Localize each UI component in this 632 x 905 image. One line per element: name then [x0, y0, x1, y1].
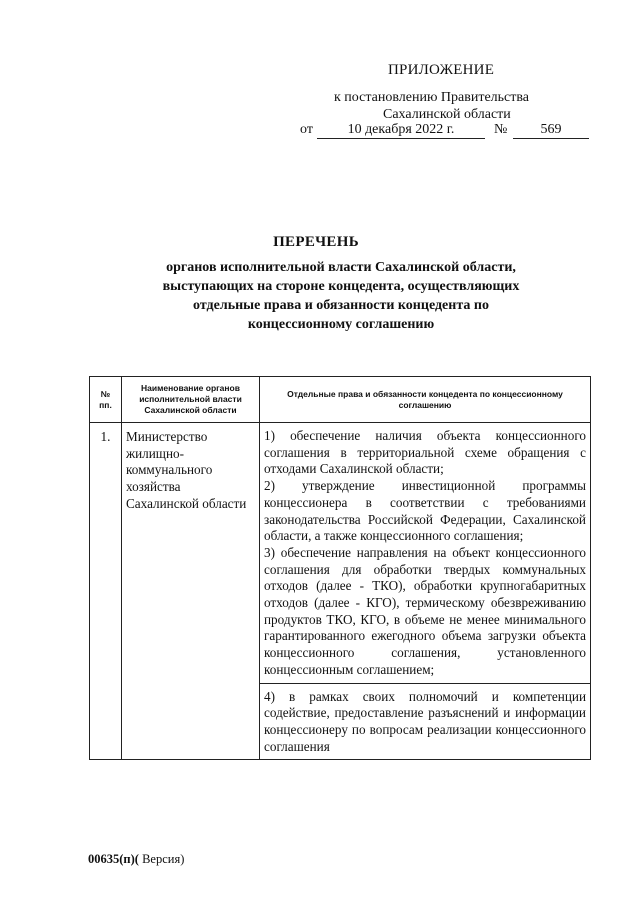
organization-name: Министерство жилищно-коммунального хозяйства Сахалинской области: [122, 423, 260, 760]
header-rights: Отдельные права и обязанности концедента по концессионному соглашению: [260, 377, 591, 423]
appendix-title: ПРИЛОЖЕНИЕ: [388, 62, 495, 78]
number-sign: №: [494, 122, 508, 137]
date-prefix: от: [300, 122, 313, 137]
table-row: [90, 423, 591, 760]
header-num: № пп.: [90, 377, 122, 423]
rights-cell: [260, 423, 591, 760]
rights-part-2: [260, 683, 590, 760]
document-code-number: 00635(п)(: [88, 852, 139, 866]
decree-number: 569: [513, 122, 589, 139]
rights-item-1: 1) обеспечение наличия объекта концессионного соглашения в территориальной схеме обращения с отходами Сахалинской области;: [264, 428, 586, 477]
decree-date-row: [300, 122, 600, 142]
row-number: 1.: [90, 423, 122, 760]
rights-item-4: 4) в рамках своих полномочий и компетенции содействие, предоставление разъяснений и информации концессионеру по вопросам реализации концессионного соглашения: [264, 688, 586, 754]
decree-reference: к постановлению Правительства: [334, 90, 530, 105]
rights-item-3: 3) обеспечение направления на объект концессионного соглашения для обработки твердых коммунальных отходов (далее - ТКО), обработки крупногабаритных отходов (далее - КГО), термическому обезвреживанию продуктов ТКО, КГО, в объеме не менее минимального гарантированного ежегодного объема загрузки объекта концессионного соглашения, установленного концессионным соглашением;: [264, 544, 586, 677]
rights-part-1: [260, 423, 590, 683]
document-subtitle: органов исполнительной власти Сахалинской области, выступающих на стороне концедента, осуществляющих отдельные права и обязанности концедента по концессионному соглашению: [162, 260, 520, 332]
decree-date: 10 декабря 2022 г.: [317, 122, 485, 139]
document-title: ПЕРЕЧЕНЬ: [273, 234, 359, 250]
table-header-row: [90, 377, 591, 423]
rights-item-2: 2) утверждение инвестиционной программы концессионера в соответствии с требованиями законодательства Российской Федерации, Сахалинской области, а также концессионного соглашения;: [264, 478, 586, 544]
region-name: Сахалинской области: [383, 107, 511, 122]
document-code: [88, 852, 184, 867]
document-version: Версия): [138, 852, 185, 866]
header-organization: Наименование органов исполнительной власти Сахалинской области: [122, 377, 260, 423]
authorities-table: [89, 376, 591, 760]
